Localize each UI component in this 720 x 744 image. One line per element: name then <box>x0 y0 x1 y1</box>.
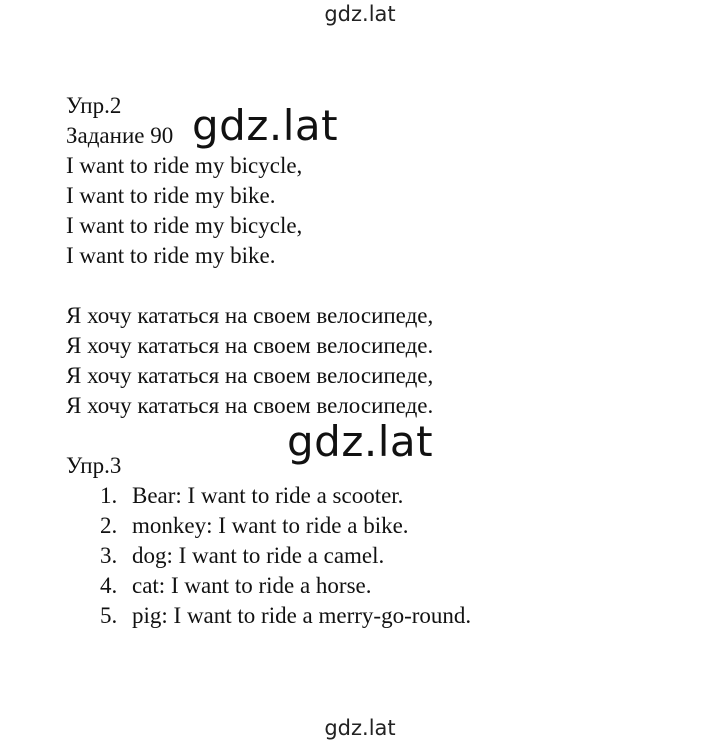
watermark-footer: gdz.lat <box>324 716 396 740</box>
russian-verse <box>66 301 471 421</box>
exercise-2-heading: Упр.2 <box>66 93 122 118</box>
exercise-3-heading: Упр.3 <box>66 453 122 478</box>
list-item <box>66 511 471 541</box>
english-line: I want to ride my bike. <box>66 243 276 268</box>
answers-list <box>66 481 471 631</box>
task-label: Задание 90 <box>66 123 174 148</box>
document-body <box>66 91 471 631</box>
list-item <box>66 571 471 601</box>
list-item <box>66 541 471 571</box>
watermark-header: gdz.lat <box>324 2 396 26</box>
russian-line: Я хочу кататься на своем велосипеде. <box>66 393 434 418</box>
watermark-overlay: gdz.lat <box>287 417 434 466</box>
english-line: I want to ride my bicycle, <box>66 153 303 178</box>
russian-line: Я хочу кататься на своем велосипеде. <box>66 333 434 358</box>
list-text: pig: I want to ride a merry-go-round. <box>132 603 472 628</box>
spacer <box>66 271 471 301</box>
list-text: monkey: I want to ride a bike. <box>132 513 409 538</box>
english-verse <box>66 151 471 271</box>
list-number: 2. <box>100 513 118 538</box>
russian-line: Я хочу кататься на своем велосипеде, <box>66 303 434 328</box>
list-number: 4. <box>100 573 118 598</box>
english-line: I want to ride my bicycle, <box>66 213 303 238</box>
list-number: 5. <box>100 603 118 628</box>
list-number: 1. <box>100 483 118 508</box>
list-text: dog: I want to ride a camel. <box>132 543 385 568</box>
russian-line: Я хочу кататься на своем велосипеде, <box>66 363 434 388</box>
list-number: 3. <box>100 543 118 568</box>
list-text: cat: I want to ride a horse. <box>132 573 372 598</box>
list-item <box>66 481 471 511</box>
english-line: I want to ride my bike. <box>66 183 276 208</box>
list-text: Bear: I want to ride a scooter. <box>132 483 404 508</box>
watermark-overlay: gdz.lat <box>192 101 339 150</box>
list-item <box>66 601 471 631</box>
